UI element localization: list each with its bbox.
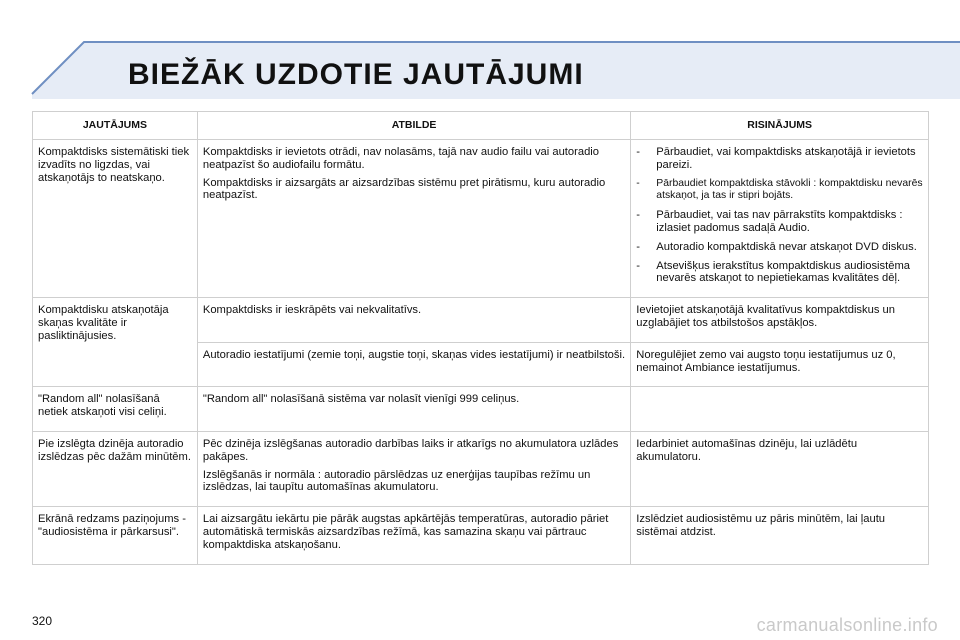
solution-item: - Pārbaudiet, vai tas nav pārrakstīts kompaktdisks : izlasiet padomus sadaļā Audio. — [636, 209, 923, 235]
answer-paragraph: Kompaktdisks ir aizsargāts ar aizsardzības sistēmu pret pirātismu, kuru autoradio neatpazīst. — [202, 176, 606, 202]
solution-list — [636, 146, 923, 285]
question-cell: Kompaktdisks sistemātiski tiek izvadīts no ligzdas, vai atskaņotājs to neatskaņo. — [33, 140, 198, 298]
solution-cell: Izslēdziet audiosistēmu uz pāris minūtēm, lai ļautu sistēmai atdzist. — [631, 507, 929, 564]
column-header-answer: ATBILDE — [197, 112, 630, 140]
table-header-row — [33, 112, 929, 140]
column-header-question: JAUTĀJUMS — [33, 112, 198, 140]
solution-cell — [631, 140, 929, 298]
answer-paragraph: Kompaktdisks ir ievietots otrādi, nav nolasāms, tajā nav audio failu vai autoradio neatpazīst šo audiofailu formātu. — [202, 146, 599, 171]
answer-paragraph: Pēc dzinēja izslēgšanas autoradio darbības laiks ir atkarīgs no akumulatora uzlādes pakāpes. — [202, 437, 619, 463]
answer-paragraph: Izslēgšanās ir normāla : autoradio pārslēdzas uz enerģijas taupības režīmu un izslēdzas, lai taupītu automašīnas akumulatoru. — [202, 468, 591, 494]
answer-cell: Autoradio iestatījumi (zemie toņi, augstie toņi, skaņas vides iestatījumi) ir neatbilstoši. — [197, 342, 630, 387]
solution-item: - Autoradio kompaktdiskā nevar atskaņot DVD diskus. — [636, 241, 923, 254]
header-band — [0, 0, 960, 110]
solution-cell — [631, 387, 929, 432]
table-row — [33, 298, 929, 343]
answer-cell: "Random all" nolasīšanā sistēma var nolasīt vienīgi 999 celiņus. — [197, 387, 630, 432]
watermark-link[interactable]: carmanualsonline.info — [756, 615, 938, 635]
solution-cell: Noregulējiet zemo vai augsto toņu iestatījumus uz 0, nemainot Ambiance iestatījumus. — [631, 342, 929, 387]
answer-cell — [197, 431, 630, 506]
answer-cell: Kompaktdisks ir ieskrāpēts vai nekvalitatīvs. — [197, 298, 630, 343]
faq-table — [32, 111, 929, 565]
question-cell: Ekrānā redzams paziņojums - "audiosistēma ir pārkarsusi". — [33, 507, 198, 564]
page-number: 320 — [32, 614, 53, 628]
table-row — [33, 507, 929, 564]
answer-cell: Lai aizsargātu iekārtu pie pārāk augstas apkārtējās temperatūras, autoradio pāriet automātiskā termiskās aizsardzības režīmā, kas samazina skaņu vai pārtrauc kompaktdiska atskaņošanu. — [197, 507, 630, 564]
solution-cell: Iedarbiniet automašīnas dzinēju, lai uzlādētu akumulatoru. — [631, 431, 929, 506]
page-title: BIEŽĀK UZDOTIE JAUTĀJUMI — [128, 58, 584, 91]
table-row — [33, 387, 929, 432]
solution-item: - Atsevišķus ierakstītus kompaktdiskus audiosistēma nevarēs atskaņot to nepietiekamas kvalitātes dēļ. — [636, 260, 923, 286]
table-row — [33, 431, 929, 506]
solution-item: - Pārbaudiet, vai kompaktdisks atskaņotājā ir ievietots pareizi. — [636, 146, 923, 172]
question-cell: Pie izslēgta dzinēja autoradio izslēdzas pēc dažām minūtēm. — [33, 431, 198, 506]
question-cell: "Random all" nolasīšanā netiek atskaņoti visi celiņi. — [33, 387, 198, 432]
solution-cell: Ievietojiet atskaņotājā kvalitatīvus kompaktdiskus un uzglabājiet tos atbilstošos apstākļos. — [631, 298, 929, 343]
question-cell: Kompaktdisku atskaņotāja skaņas kvalitāte ir pasliktinājusies. — [33, 298, 198, 387]
answer-cell — [197, 140, 630, 298]
table-row — [33, 140, 929, 298]
solution-item: - Pārbaudiet kompaktdiska stāvokli : kompaktdisku nevarēs atskaņot, ja tas ir stipri bojāts. — [636, 178, 923, 204]
column-header-solution: RISINĀJUMS — [631, 112, 929, 140]
